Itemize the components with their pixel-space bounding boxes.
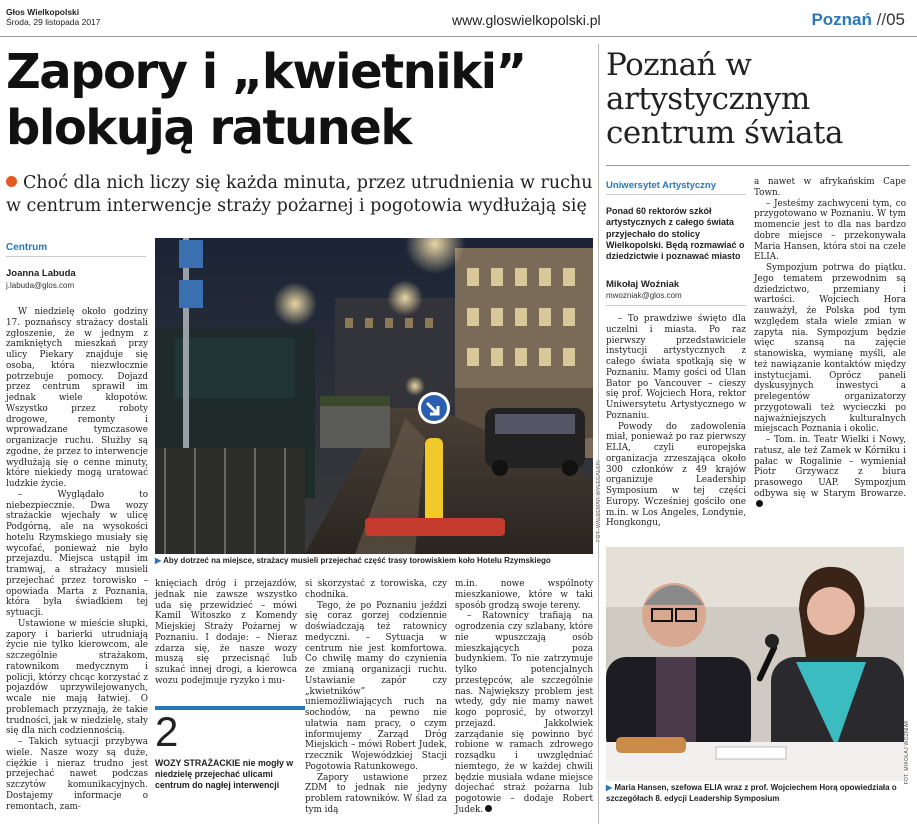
paragraph: – Ratownicy trafiają na ogrodzenia czy szlabany, które nie wpuszczają osób mieszkających poza budynkiem. To nie zatrzymuje tylko potencjalnych przestępców, ale szczególnie nas. Największy problem jest wtedy, gdy nie mamy nawet kogo poprosić, by otworzył przejazd. Jakkolwiek zarządanie się powinno być robione w ramach zdrowego rozsądku i uwzględniać niemtego, że w każdej chwili będzie musiała wdane miejsce dojechać straż pożarna lub pogotowie – dodaje Robert Judek. <box>455 611 593 815</box>
main-author: Joanna Labuda <box>6 268 76 279</box>
page-number: 05 <box>886 10 905 29</box>
side-headline: Poznań w artystycznym centrum świata <box>606 47 843 151</box>
section-header <box>811 10 905 30</box>
end-mark-icon <box>485 805 492 812</box>
paragraph: Ustawione w mieście słupki, zapory i barierki utrudniają życie nie tylko kierowcom, ale szczególnie strażakom, ratownikom medycznym i policji, którzy chcąc korzystać z pojazdów uprzywilejowanych, wcale nie mają łatwiej. O problemach przyznają, że takie trudności, jak w niedzielę, stały się dla nich codziennością. <box>6 618 148 737</box>
headline-line-1: Zapory i „kwietniki” <box>6 44 526 100</box>
photo-credit: FOT. WALDEMAR WYLEGALSKI <box>596 460 602 542</box>
stat-box <box>155 706 305 791</box>
paragraph: – Wyglądało to niebezpiecznie. Dwa wozy strażackie wjechały w ulicę Podgórną, ale na wysokości hotelu Rzymskiego musiały się wycofać, ponieważ nie było przejazdu. Miejsca ustąpił im tramwaj, a strażacy musieli przejechać przez torowisko – opowiada Marta z Poznania, która była świadkiem tej sytuacji. <box>6 489 148 618</box>
main-body-column-1 <box>6 307 148 812</box>
main-headline <box>6 44 596 156</box>
photo-caption <box>606 783 906 804</box>
stat-text: WOZY STRAŻACKIE nie mogły w niedzielę przejechać ulicami centrum do nagłej interwencji <box>155 758 294 790</box>
paragraph: Sympozjum potrwa do piątku. Jego tematem przewodnim są dziedzictwo, przemiany i wartości. Wojciech Hora zauważył, że Polska pod tym względem stała wiele zmian w zapyta nia. Sympozjum będzie więc szansą na zajęcie stanowiska, wymianę myśli, ale też nawiązanie kontaktów między instytucjami. Oprócz paneli dyskusyjnych inwestyci a prelegentów organizatorzy przygotowali też wycieczki po najważniejszych kulturalnych miejscach Poznania i okolic. <box>754 263 906 435</box>
street-photo <box>155 238 593 554</box>
main-lead <box>6 172 596 218</box>
caption-triangle-icon: ▶ <box>606 783 613 792</box>
photo-credit: FOT. MIKOŁAJ WOŹNIAK <box>904 720 910 785</box>
paragraph: – Tom. in. Teatr Wielki i Nowy, ratusz, ale też Zamek w Kórniku i pałac w Rogalinie – wymieniał Piotr Grzywacz z biura prasowego UAP. Sympozjum odbywa się w Starym Browarze. <box>754 435 906 510</box>
photo-caption <box>155 556 595 566</box>
masthead <box>6 7 101 27</box>
side-section-tag: Uniwersytet Artystyczny <box>606 180 746 195</box>
main-body-column-4 <box>455 579 593 816</box>
paragraph: Powody do zadowolenia miał, ponieważ po raz pierwszy ELIA, czyli europejska organizacja zrzeszająca około 300 członków z 49 krajów organizuje Leadership Symposium w tej części Europy. Wcześniej gościło one m.in. w Los Angeles, Londynie, Hongkongu, <box>606 421 746 529</box>
paragraph: m.in. nowe wspólnoty mieszkaniowe, które w taki sposób grodzą swoje tereny. <box>455 579 593 611</box>
side-body-column-2 <box>754 177 906 510</box>
paragraph: a nawet w afrykańskim Cape Town. <box>754 177 906 198</box>
issue-date: Środa, 29 listopada 2017 <box>6 17 101 27</box>
paragraph: knięciach dróg i przejazdów, jednak nie zawsze wszystko uda się przewidzieć – mówi Kamil Witoszko z Komendy Miejskiej Straży Pożarnej w Poznaniu. I dodaje: – Nieraz zdarza się, że nasze wozy muszą się przecisnąć lub szukać innej drogi, a kierowca wozu podejmuje ryzyko i mu- <box>155 579 297 686</box>
main-body-column-2 <box>155 579 297 687</box>
caption-text: Maria Hansen, szefowa ELIA wraz z prof. Wojciechem Horą opowiedziała o szczegółach 8. edycji Leadership Symposium <box>606 783 897 803</box>
side-rule <box>606 165 910 166</box>
header-rule <box>0 36 917 37</box>
paragraph: – To prawdziwe święto dla uczelni i miasta. Po raz pierwszy przedstawiciele instytucji artystycznych z całego świata spotkają się w Poznaniu. Mamy gości od Ulan Bator po Vancouver – cieszy się prof. Wojciech Hora, rektor Uniwersytetu Artystycznego w Poznaniu. <box>606 314 746 421</box>
section-name: Poznań <box>811 10 872 29</box>
side-body-column-1 <box>606 314 746 529</box>
section-separator: // <box>876 10 887 29</box>
panel-speakers-illustration <box>606 547 904 781</box>
paragraph: Tego, że po Poznaniu jeździ się coraz gorzej codziennie doświadczają też ratownicy medyczni. – Sytuacja w centrum nie jest komfortowa. Co chwilę mamy do czynienia ze zmianą organizacji ruchu. Ustawianie zapór czy „kwietników” uniemożliwiających ruch na sochodów, na pewno nie ułatwia nam pracy, o czym informujemy Zarząd Dróg Miejskich – mówi Robert Judek, rzecznik Wojewódzkiej Stacji Pogotowia Ratunkowego. <box>305 600 447 772</box>
bullet-icon <box>6 176 17 187</box>
headline-line-2: blokują ratunek <box>6 100 411 156</box>
paragraph: W niedzielę około godziny 17. poznańscy strażacy dostali zgłoszenie, że w jednym z zamkniętych mieszkań przy ulicy Piekary znajduje się osoba, która niezwłocznie potrzebuje pomocy. Dojazd przez centrum sprawił im jednak wiele kłopotów. Wszystko przez roboty drogowe, remonty i wprowadzane tymczasowe organizacje ruchu. Służby są zgodne, że przez to interwencje wydłużają się o cenne minuty, które niekiedy mogą uratować ludzkie życie. <box>6 307 148 489</box>
side-intro: Ponad 60 rektorów szkół artystycznych z całego świata przyjechało do stolicy Wielkopolski. Będą rozmawiać o dziedzictwie i poznawać miasto <box>606 206 745 262</box>
conference-photo <box>606 547 904 781</box>
caption-triangle-icon: ▶ <box>155 556 162 565</box>
night-street-illustration <box>155 238 593 554</box>
paragraph: – Jesteśmy zachwyceni tym, co przygotowano w Poznaniu. W tym momencie jest to dla nas bardzo dobre miejsce – przekonywała Maria Hansen, która stoi na czele ELIA. <box>754 198 906 263</box>
paragraph: Zapory ustawione przez ZDM to jednak nie jedyny problem ratowników. W ślad za tym idą <box>305 772 447 815</box>
lead-text: Choć dla nich liczy się każda minuta, przez utrudnienia w ruchu w centrum interwencje straży pożarnej i pogotowia wydłużają się <box>6 173 593 216</box>
newspaper-brand: Głos Wielkopolski <box>6 7 80 17</box>
caption-text: Aby dotrzeć na miejsce, strażacy musieli przejechać część trasy torowiskiem koło Hotelu Rzymskiego <box>163 556 551 565</box>
site-url[interactable]: www.gloswielkopolski.pl <box>452 12 601 28</box>
side-author-email: mwozniak@glos.com <box>606 291 682 300</box>
end-mark-icon <box>756 500 763 507</box>
stat-number: 2 <box>155 708 179 755</box>
side-author: Mikołaj Woźniak <box>606 279 680 290</box>
main-author-email: j.labuda@glos.com <box>6 281 75 290</box>
column-divider <box>598 44 599 824</box>
paragraph: – Takich sytuacji przybywa wiele. Nasze wozy są duże, ciężkie i nieraz trudno jest przejechać nawet podczas szczytów komunikacyjnych. Dostajemy informacje o remontach, zam- <box>6 737 148 812</box>
main-section-tag: Centrum <box>6 242 146 257</box>
main-body-column-3 <box>305 579 447 816</box>
paragraph: si skorzystać z torowiska, czy chodnika. <box>305 579 447 600</box>
side-rule-2 <box>606 305 746 306</box>
